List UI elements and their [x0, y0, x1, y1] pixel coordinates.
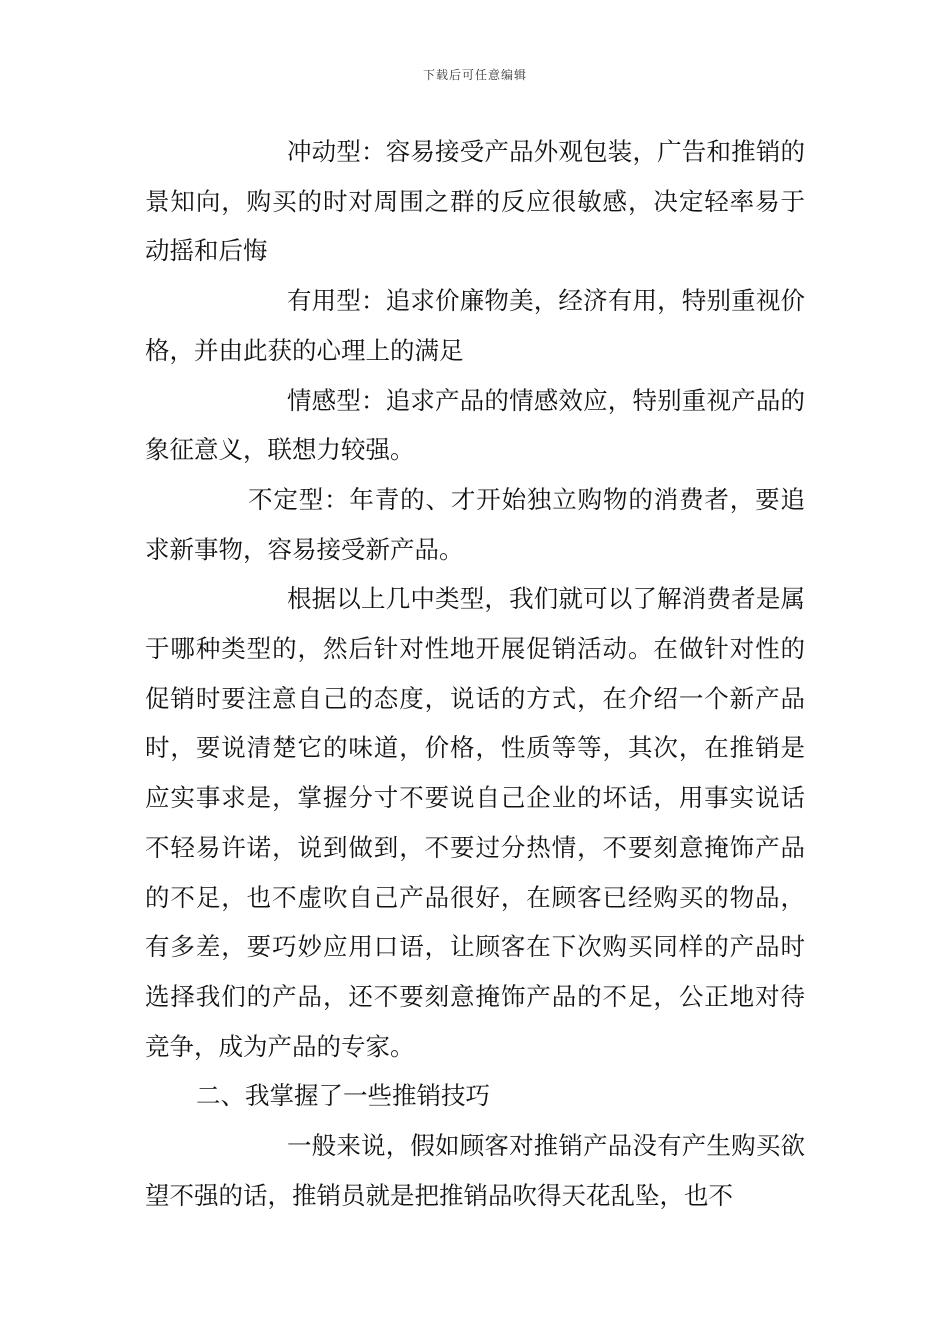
page-header: 下载后可任意编辑 — [422, 68, 527, 82]
section-heading-sales-skills: 二、我掌握了一些推销技巧 — [196, 1081, 490, 1111]
paragraph-emotional-type: 情感型：追求产品的情感效应，特别重视产品的象征意义，联想力较强。 — [145, 385, 805, 465]
paragraph-undecided-type: 不定型：年青的、才开始独立购物的消费者，要追求新事物，容易接受新产品。 — [145, 484, 805, 564]
document-body — [145, 127, 805, 1220]
paragraph-promotion-advice: 根据以上几中类型，我们就可以了解消费者是属于哪种类型的，然后针对性地开展促销活动。在做针对性的促销时要注意自己的态度，说话的方式，在介绍一个新产品时，要说清楚它的味道，价格，性质等等，其次，在推销是应实事求是，掌握分寸不要说自己企业的坏话，用事实说话不轻易许诺，说到做到，不要过分热情，不要刻意掩饰产品的不足，也不虚吹自己产品很好，在顾客已经购买的物品，有多差，要巧妙应用口语，让顾客在下次购买同样的产品时选择我们的产品，还不要刻意掩饰产品的不足，公正地对待竞争，成为产品的专家。 — [145, 584, 805, 1061]
paragraph-sales-skills: 一般来说，假如顾客对推销产品没有产生购买欲望不强的话，推销员就是把推销品吹得天花乱坠，也不 — [145, 1131, 805, 1210]
paragraph-practical-type: 有用型：追求价廉物美，经济有用，特别重视价格，并由此获的心理上的满足 — [145, 286, 805, 365]
paragraph-impulsive-type: 冲动型：容易接受产品外观包装，广告和推销的景知向，购买的时对周围之群的反应很敏感，决定轻率易于动摇和后悔 — [145, 137, 805, 266]
